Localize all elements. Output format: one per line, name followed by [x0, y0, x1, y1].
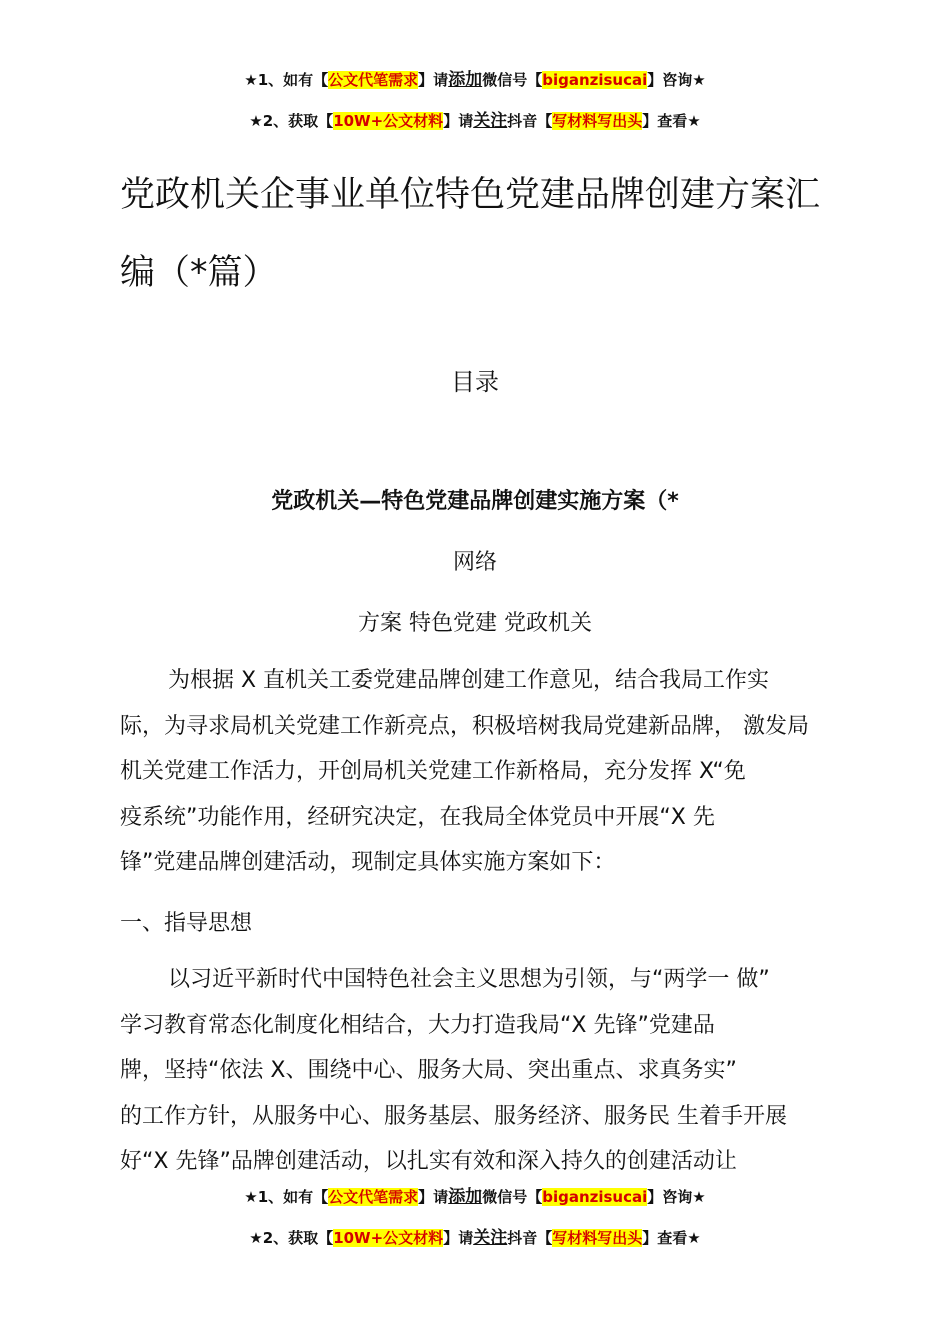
- source-label: 网络: [452, 550, 497, 575]
- promo-text: 】请: [418, 1188, 449, 1206]
- section-heading-guiding-ideology: 一、指导思想: [120, 911, 253, 936]
- paragraph-line: 好“X 先锋”品牌创建活动，以扎实有效和深入持久的创建活动让: [120, 1149, 737, 1175]
- footer-promo-line-2: [0, 1226, 950, 1250]
- promo-highlight: 写材料写出头: [552, 112, 643, 130]
- promo-text: 】咨询★: [647, 71, 706, 89]
- paragraph-line: 为根据 X 直机关工委党建品牌创建工作意见，结合我局工作实: [168, 668, 770, 693]
- promo-text: ★2、获取【: [249, 1229, 334, 1247]
- paragraph-guiding-ideology: [120, 957, 860, 1185]
- promo-emphasis: 关注: [473, 1228, 508, 1248]
- promo-text: 】请: [443, 112, 474, 130]
- promo-wechat-id: biganzisucai: [542, 1188, 648, 1206]
- promo-text: ★2、获取【: [249, 112, 334, 130]
- promo-text: ★1、如有【: [244, 71, 329, 89]
- promo-emphasis: 关注: [473, 111, 508, 131]
- promo-text: 】查看★: [642, 1229, 701, 1247]
- document-title-line-2: 编（*篇）: [120, 253, 278, 293]
- header-promo-line-1: [0, 68, 950, 92]
- promo-text: 】请: [418, 71, 449, 89]
- promo-text: 微信号【: [482, 71, 543, 89]
- promo-emphasis: 添加: [448, 1187, 483, 1207]
- paragraph-line: 锋”党建品牌创建活动，现制定具体实施方案如下：: [120, 850, 616, 876]
- promo-text: 】请: [443, 1229, 474, 1247]
- promo-text: 抖音【: [507, 112, 553, 130]
- paragraph-line: 际，为寻求局机关党建工作新亮点，积极培树我局党建新品牌， 激发局: [120, 713, 809, 739]
- paragraph-line: 疫系统”功能作用，经研究决定，在我局全体党员中开展“X 先: [120, 804, 715, 830]
- keywords-line: 方案 特色党建 党政机关: [358, 611, 592, 636]
- paragraph-line: 机关党建工作活力，开创局机关党建工作新格局，充分发挥 X“免: [120, 759, 746, 785]
- footer-promo-line-1: [0, 1185, 950, 1209]
- document-title-line-1: 党政机关企事业单位特色党建品牌创建方案汇: [120, 175, 821, 215]
- promo-highlight: 写材料写出头: [552, 1229, 643, 1247]
- promo-text: 】咨询★: [647, 1188, 706, 1206]
- section-subtitle: 党政机关—特色党建品牌创建实施方案（*: [271, 489, 679, 514]
- paragraph-line: 的工作方针，从服务中心、服务基层、服务经济、服务民 生着手开展: [120, 1103, 787, 1129]
- promo-wechat-id: biganzisucai: [542, 71, 648, 89]
- promo-text: 】查看★: [642, 112, 701, 130]
- promo-highlight: 公文代笔需求: [328, 1188, 419, 1206]
- header-promo-line-2: [0, 109, 950, 133]
- promo-emphasis: 添加: [448, 70, 483, 90]
- promo-highlight: 10W+公文材料: [333, 1229, 444, 1247]
- paragraph-intro: [120, 658, 860, 886]
- promo-text: 抖音【: [507, 1229, 553, 1247]
- paragraph-line: 牌，坚持“依法 X、围绕中心、服务大局、突出重点、求真务实”: [120, 1058, 737, 1084]
- toc-label: 目录: [451, 368, 499, 396]
- promo-highlight: 公文代笔需求: [328, 71, 419, 89]
- promo-text: 微信号【: [482, 1188, 543, 1206]
- paragraph-line: 学习教育常态化制度化相结合，大力打造我局“X 先锋”党建品: [120, 1012, 715, 1038]
- promo-text: ★1、如有【: [244, 1188, 329, 1206]
- paragraph-line: 以习近平新时代中国特色社会主义思想为引领，与“两学一 做”: [168, 967, 770, 992]
- promo-highlight: 10W+公文材料: [333, 112, 444, 130]
